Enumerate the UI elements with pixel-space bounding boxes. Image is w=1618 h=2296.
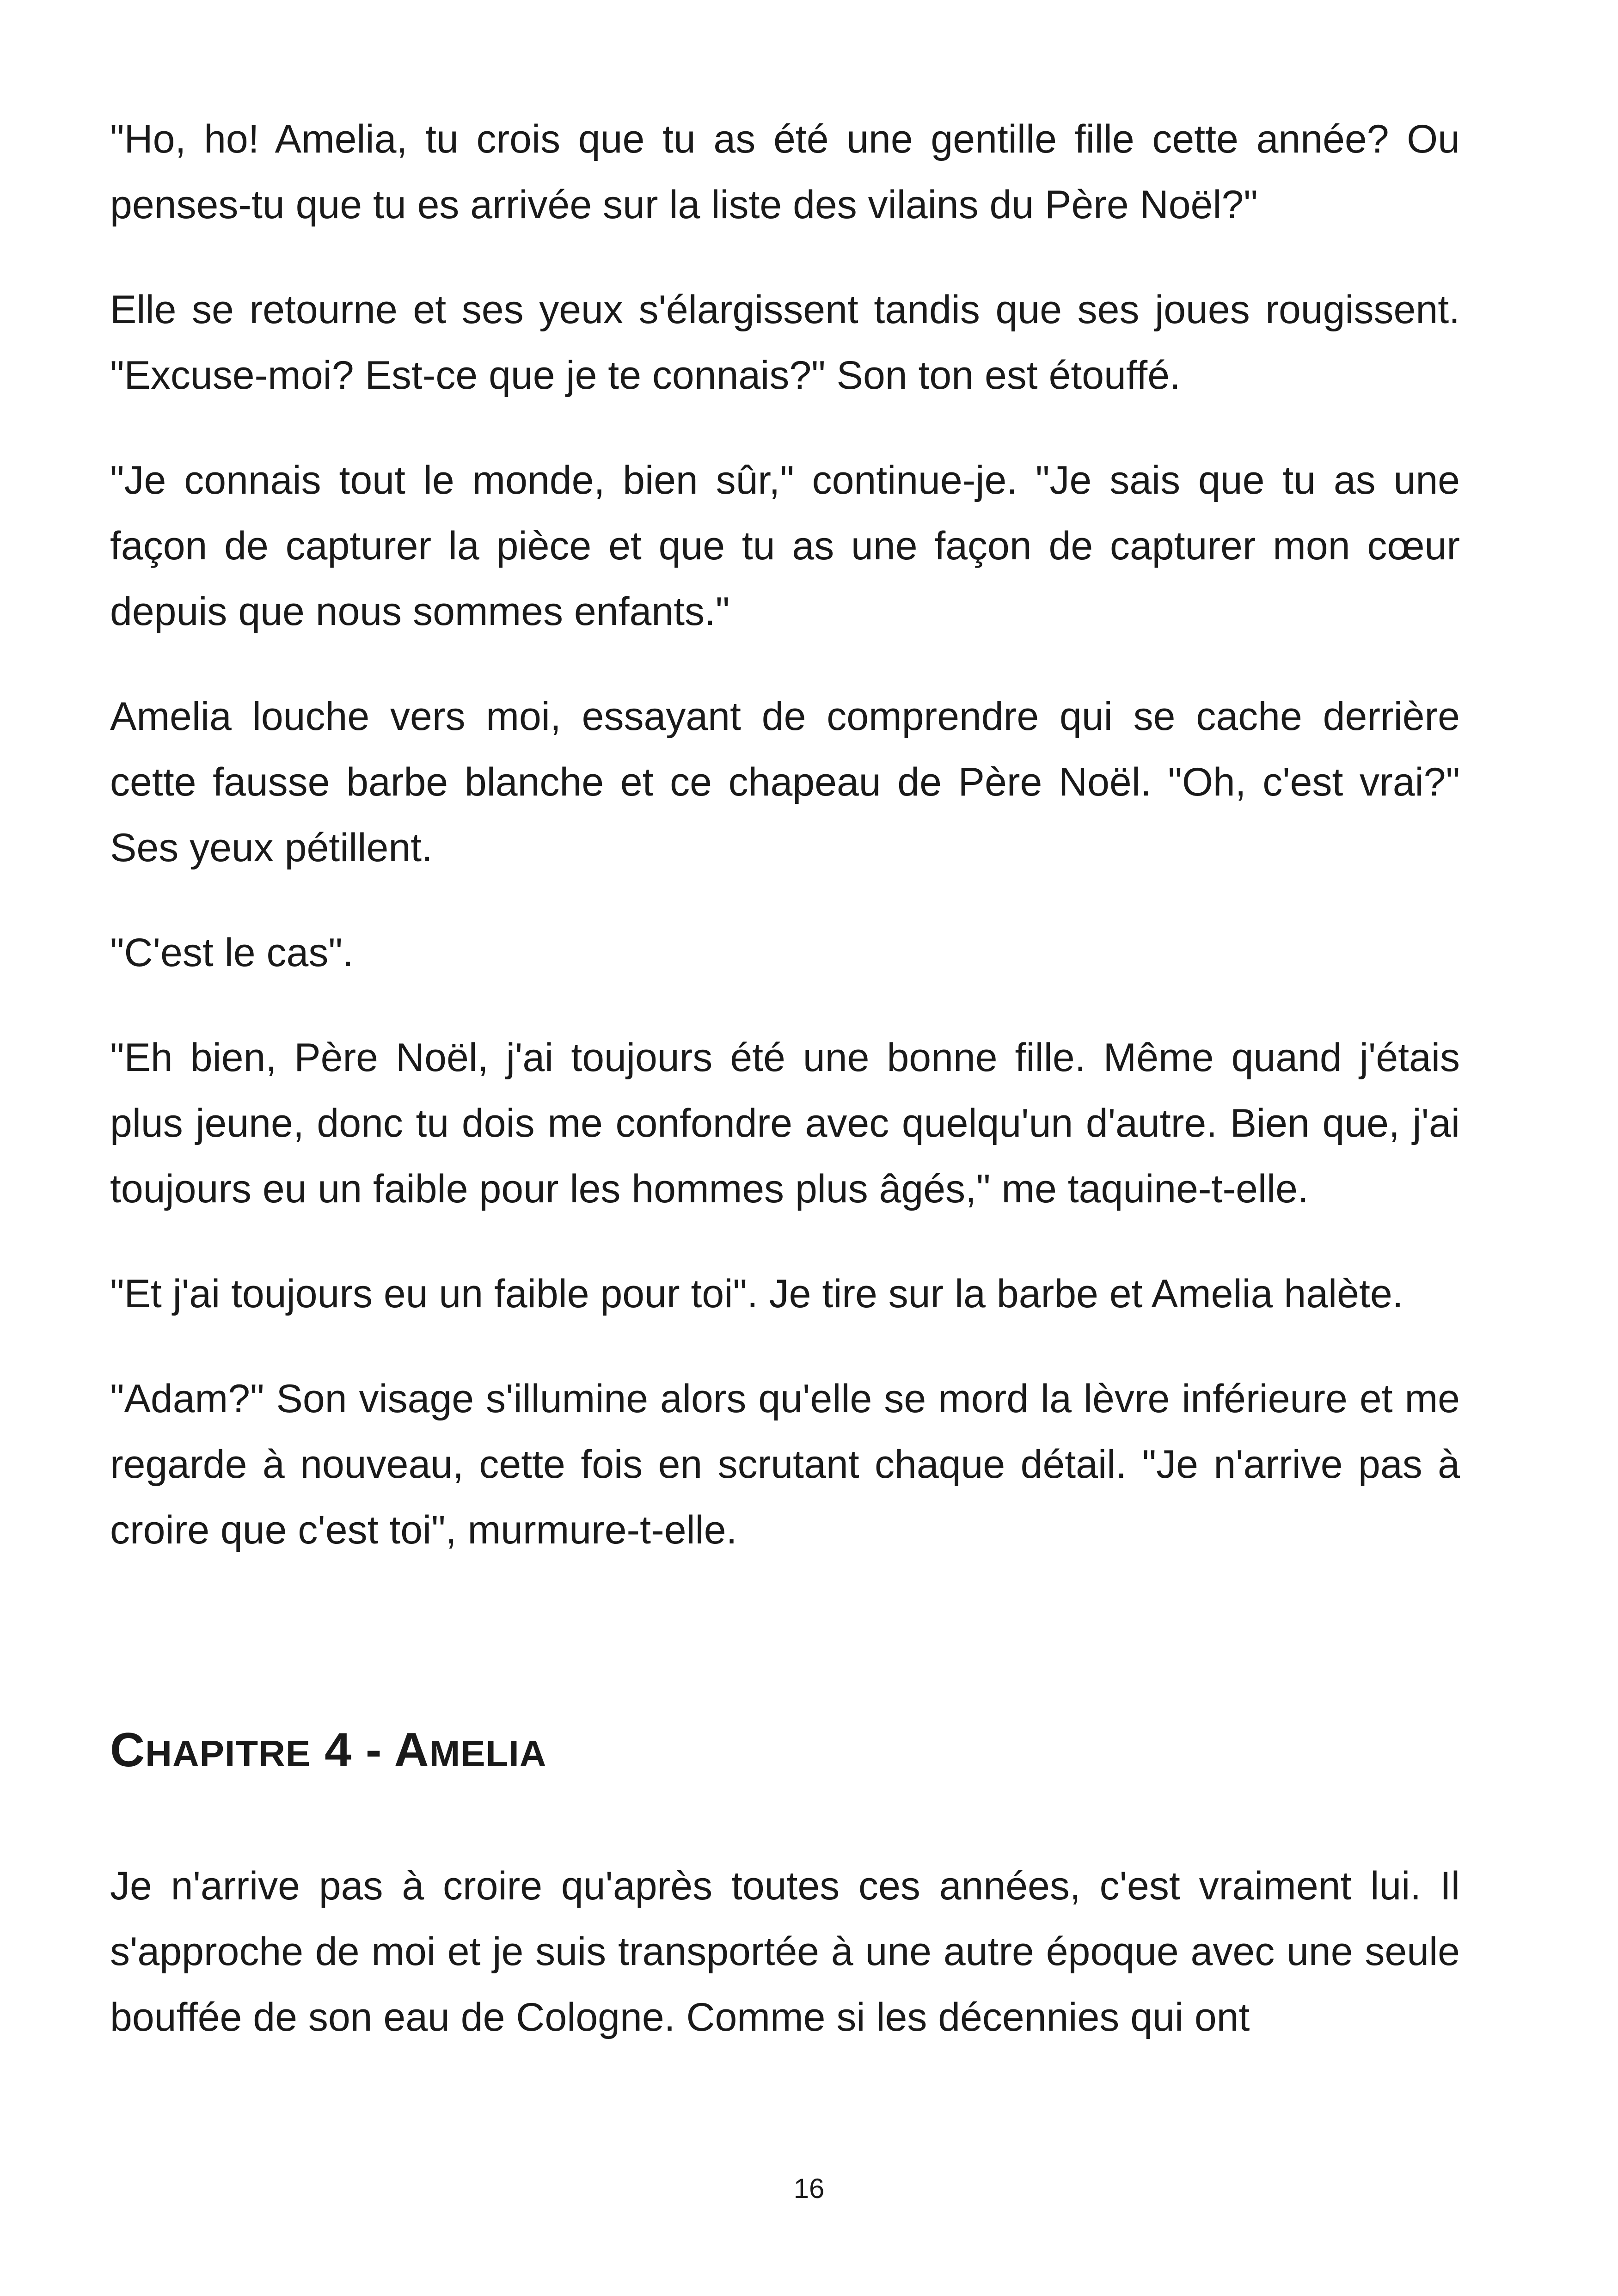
- paragraph: "C'est le cas".: [110, 931, 354, 975]
- chapter-heading-initial: C: [110, 1723, 146, 1777]
- paragraph: Elle se retourne et ses yeux s'élargissent tandis que ses joues rougissent. "Excuse-moi? Est-ce que je te connais?" Son ton est étouffé.: [110, 288, 1460, 398]
- page-number: 16: [793, 2173, 825, 2204]
- chapter-heading-name-smallcaps: MELIA: [429, 1733, 547, 1774]
- paragraph: Amelia louche vers moi, essayant de comprendre qui se cache derrière cette fausse barbe blanche et ce chapeau de Père Noël. "Oh, c'est vrai?" Ses yeux pétillent.: [110, 694, 1460, 870]
- paragraph: "Et j'ai toujours eu un faible pour toi". Je tire sur la barbe et Amelia halète.: [110, 1272, 1403, 1316]
- paragraph: "Je connais tout le monde, bien sûr," continue-je. "Je sais que tu as une façon de capturer la pièce et que tu as une façon de capturer mon cœur depuis que nous sommes enfants.": [110, 458, 1460, 634]
- chapter-heading-name-initial: A: [394, 1723, 429, 1777]
- chapter-heading: [110, 1720, 1460, 1784]
- paragraph: Je n'arrive pas à croire qu'après toutes ces années, c'est vraiment lui. Il s'approche de moi et je suis transportée à une autre époque avec une seule bouffée de son eau de Cologne. Comme si les décennies qui ont: [110, 1864, 1460, 2039]
- paragraph: "Eh bien, Père Noël, j'ai toujours été une bonne fille. Même quand j'étais plus jeune, donc tu dois me confondre avec quelqu'un d'autre. Bien que, j'ai toujours eu un faible pour les hommes plus âgés," me taquine-t-elle.: [110, 1035, 1460, 1211]
- chapter-heading-smallcaps: HAPITRE: [145, 1733, 311, 1774]
- chapter-heading-number: 4 -: [311, 1723, 394, 1777]
- paragraph: "Adam?" Son visage s'illumine alors qu'elle se mord la lèvre inférieure et me regarde à nouveau, cette fois en scrutant chaque détail. "Je n'arrive pas à croire que c'est toi", murmure-t-elle.: [110, 1377, 1460, 1552]
- paragraph: "Ho, ho! Amelia, tu crois que tu as été une gentille fille cette année? Ou penses-tu que tu es arrivée sur la liste des vilains du Père Noël?": [110, 117, 1460, 227]
- page-body: [110, 106, 1460, 2050]
